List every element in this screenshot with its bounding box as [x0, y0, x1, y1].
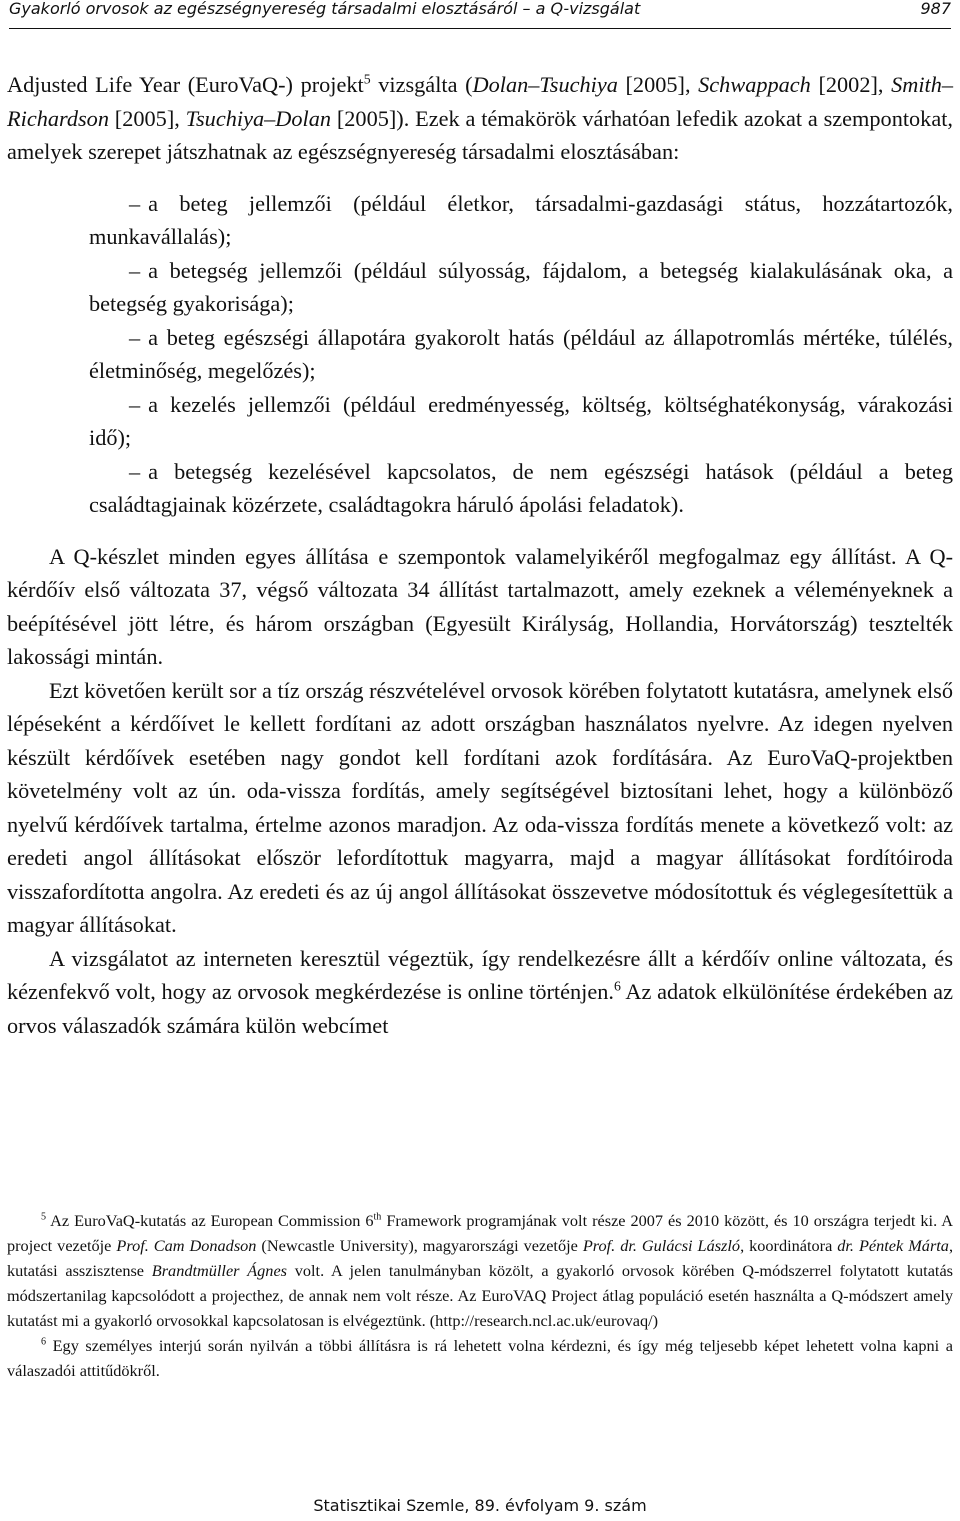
criteria-list: [7, 187, 953, 522]
dash-bullet: –: [129, 458, 141, 484]
footnotes: [7, 1208, 953, 1383]
person-name: dr. Péntek Márta: [837, 1236, 949, 1255]
citation: Tsuchiya–Dolan: [185, 105, 332, 131]
citation: Dolan–Tsuchiya: [472, 72, 618, 97]
list-item: – a beteg jellemzői (például életkor, társadalmi-gazdasági státus, hozzátartozók, munkavállalás);: [89, 190, 953, 249]
person-name: Brandtmüller Ágnes: [151, 1261, 288, 1280]
dash-bullet: –: [129, 324, 141, 350]
dash-bullet: –: [129, 391, 141, 417]
footnote-ref-6[interactable]: 6: [613, 978, 621, 994]
citation: Schwappach: [698, 72, 811, 97]
paragraph-online: A vizsgálatot az interneten keresztül végeztük, így rendelkezésre állt a kérdőív online változata, és kézenfekvő volt, hogy az orvosok megkérdezése is online történjen.$^6$ Az adatok elkülönítése érdekében az orvos válaszadók számára külön webcímet: [7, 945, 953, 1038]
paragraph-q-set: A Q-készlet minden egyes állítása e szempontok valamelyikéről megfogalmaz egy állítást. A Q-kérdőív első változata 37, végső változata 34 állítást tartalmazott, amely ezeknek a véleményeknek a beépítésével jött létre, és három országban (Egyesült Királyság, Hollandia, Horvátország) tesztelték lakossági mintán.: [7, 543, 953, 669]
intro-paragraph: Adjusted Life Year (EuroVaQ-) projekt$^5$ vizsgálta (Dolan–Tsuchiya [2005], Schwappach [2002], Smith–Richardson [2005], Tsuchiya–Dolan [2005]). Ezek a témakörök várhatóan lefedik azokat a szempontokat, amelyek szerepet játszhatnak az egészségnyereség társadalmi elosztásában:: [7, 71, 954, 164]
citation: Smith–Richardson: [7, 72, 954, 131]
page-number: 987: [920, 0, 951, 18]
dash-bullet: –: [129, 190, 141, 216]
list-item: – a kezelés jellemzői (például eredményesség, költség, költséghatékonyság, várakozási idő);: [89, 391, 953, 450]
list-item: – a betegség jellemzői (például súlyosság, fájdalom, a betegség kialakulásának oka, a betegség gyakorisága);: [89, 257, 953, 316]
footnote-6: $^6$ Egy személyes interjú során nyilván a többi állításra is rá lehetett volna kérdezni, és így még teljesebb képet lehetett volna kapni a válaszadói attitűdökről.: [7, 1336, 953, 1380]
dash-bullet: –: [129, 257, 141, 283]
person-name: Prof. Cam Donadson: [116, 1236, 257, 1255]
body-text: [7, 68, 953, 1042]
person-name: Prof. dr. Gulácsi László: [582, 1236, 741, 1255]
list-item: – a betegség kezelésével kapcsolatos, de nem egészségi hatások (például a beteg családtagjainak közérzete, családtagokra háruló ápolási feladatok).: [89, 458, 953, 517]
footnote-ref-5[interactable]: 5: [363, 71, 371, 87]
running-footer: Statisztikai Szemle, 89. évfolyam 9. szám: [313, 1496, 647, 1515]
footnote-number: 6: [41, 1336, 47, 1348]
header-title: Gyakorló orvosok az egészségnyereség társadalmi elosztásáról – a Q-vizsgálat: [9, 0, 641, 18]
footnote-5: $^5$ Az EuroVaQ-kutatás az European Commission 6th Framework programjának volt része 2007 és 2010 között, és 10 országra terjedt ki. A project vezetője Prof. Cam Donadson (Newcastle University), magyarországi vezetője Prof. dr. Gulácsi László, koordinátora dr. Péntek Márta, kutatási asszisztense Brandtmüller Ágnes volt. A jelen tanulmányban közölt, a gyakorló orvosok körében Q-módszerrel folytatott kutatás módszertanilag kapcsolódott a projecthez, de annak nem volt része. Az EuroVAQ Project átlag populáció esetén használta a Q-módszert amely kutatást mi a gyakorló orvosokkal kapcsolatosan is elvégeztünk. (http://research.ncl.ac.uk/eurovaq/): [7, 1211, 954, 1330]
paragraph-translation: Ezt követően került sor a tíz ország részvételével orvosok körében folytatott kutatásra, amelynek első lépéseként a kérdőívet le kellett fordítani az adott országban használatos nyelvre. Az idegen nyelven készült kérdőívek esetében nagy gondot kell fordítani azok fordítására. Az EuroVaQ-projektben követelmény volt az ún. oda-vissza fordítás, amely segítségével biztosítani lehet, hogy a különböző nyelvű kérdőívek tartalma, értelme azonos maradjon. Az oda-vissza fordítás menete a következő volt: az eredeti angol állításokat először lefordítottuk magyarra, majd a magyar állításokat fordítóiroda visszafordította angolra. Az eredeti és az új angol állításokat összevetve módosítottuk és véglegesítettük a magyar állításokat.: [7, 677, 953, 937]
running-header: [9, 0, 951, 29]
list-item: – a beteg egészségi állapotára gyakorolt hatás (például az állapotromlás mértéke, túlélés, életminőség, megelőzés);: [89, 324, 953, 383]
footnote-number: 5: [41, 1211, 47, 1223]
